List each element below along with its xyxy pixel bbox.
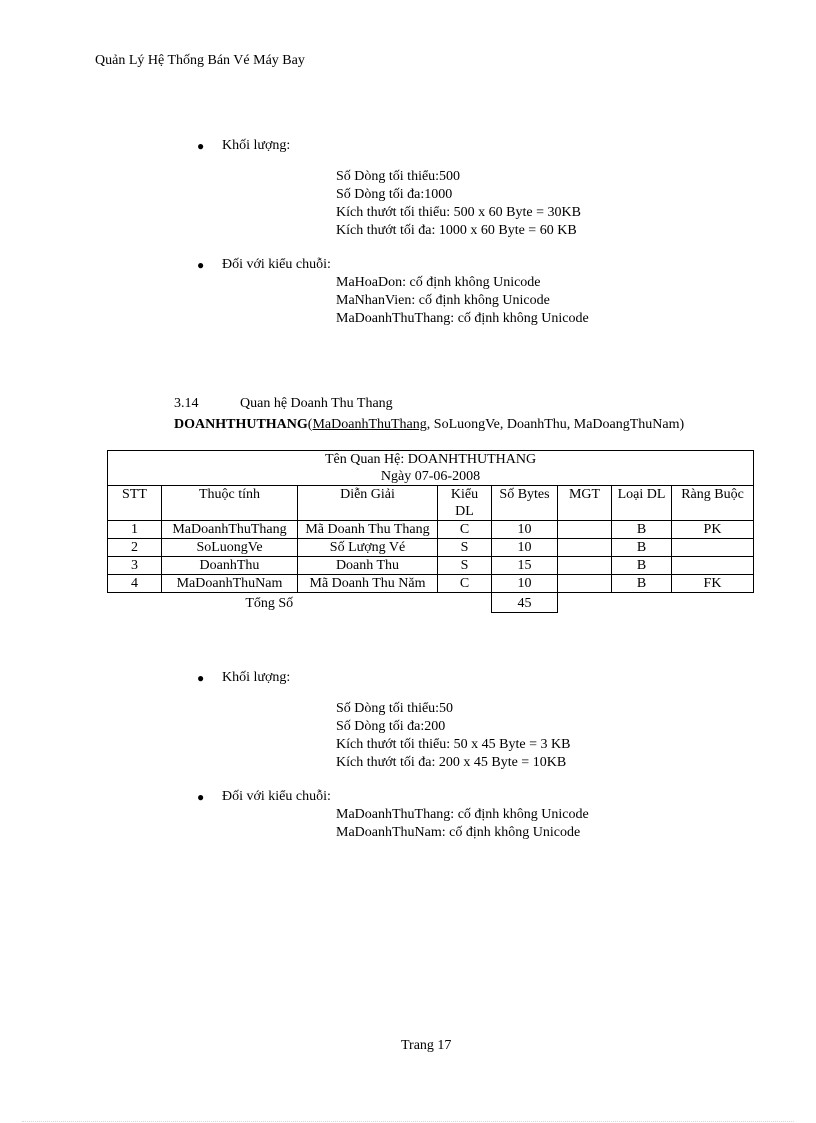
table-total-row	[108, 593, 754, 613]
table-title-row	[108, 451, 754, 486]
total-label: Tổng Số	[245, 596, 294, 611]
table-cell: Mã Doanh Thu Thang	[298, 521, 438, 539]
table-cell: 10	[492, 521, 558, 539]
total-label-cell	[108, 593, 492, 613]
table-cell	[558, 575, 612, 593]
table-cell: 10	[492, 539, 558, 557]
page-bottom-divider	[22, 1121, 794, 1122]
relation-schema	[174, 416, 684, 434]
volume-line: Kích thướt tối đa: 200 x 45 Byte = 10KB	[336, 755, 567, 770]
table-row	[108, 557, 754, 575]
volume-label: Khối lượng:	[222, 138, 291, 153]
header-cell: Số Bytes	[492, 486, 558, 521]
schema-open-paren: (	[307, 417, 313, 432]
table-cell: 2	[108, 539, 162, 557]
table-cell	[558, 521, 612, 539]
section-heading: Quan hệ Doanh Thu Thang	[240, 396, 393, 411]
bullet-icon: ●	[197, 790, 205, 804]
table-cell: S	[438, 557, 492, 575]
bullet-icon: ●	[197, 258, 205, 272]
table-cell	[558, 557, 612, 575]
table-header-row	[108, 486, 754, 521]
header-cell: MGT	[558, 486, 612, 521]
schema-other-attributes: , SoLuongVe, DoanhThu, MaDoangThuNam)	[426, 417, 685, 432]
volume-line: Kích thướt tối thiểu: 500 x 60 Byte = 30KB	[336, 205, 581, 220]
string-type-label: Đối với kiểu chuỗi:	[222, 789, 331, 804]
table-date: Ngày 07-06-2008	[380, 469, 481, 484]
total-value-cell: 45	[492, 593, 558, 613]
table-row	[108, 521, 754, 539]
table-cell: S	[438, 539, 492, 557]
header-cell: Ràng Buộc	[672, 486, 754, 521]
table-cell: DoanhThu	[162, 557, 298, 575]
table-cell: Mã Doanh Thu Năm	[298, 575, 438, 593]
volume-line: Số Dòng tối đa:1000	[336, 187, 453, 202]
string-type-line: MaHoaDon: cố định không Unicode	[336, 275, 541, 290]
table-cell: B	[612, 539, 672, 557]
table-cell: 1	[108, 521, 162, 539]
table-cell: Số Lượng Vé	[298, 539, 438, 557]
volume-line: Số Dòng tối đa:200	[336, 719, 446, 734]
volume-line: Số Dòng tối thiểu:50	[336, 701, 454, 716]
header-cell: Thuộc tính	[162, 486, 298, 521]
bullet-icon: ●	[197, 671, 205, 685]
table-title-cell	[108, 451, 754, 486]
table-cell	[672, 557, 754, 575]
table-cell: Doanh Thu	[298, 557, 438, 575]
table-cell: 3	[108, 557, 162, 575]
header-cell: Loại DL	[612, 486, 672, 521]
table-cell: 15	[492, 557, 558, 575]
relation-name: DOANHTHUTHANG	[174, 417, 308, 432]
table-cell: 4	[108, 575, 162, 593]
page-number: Trang 17	[401, 1038, 452, 1053]
string-type-line: MaDoanhThuNam: cố định không Unicode	[336, 825, 581, 840]
table-cell: C	[438, 575, 492, 593]
volume-line: Số Dòng tối thiểu:500	[336, 169, 461, 184]
string-type-label: Đối với kiểu chuỗi:	[222, 257, 331, 272]
string-type-line: MaDoanhThuThang: cố định không Unicode	[336, 311, 589, 326]
primary-key-attribute: MaDoanhThuThang	[312, 417, 427, 432]
relation-table	[107, 450, 754, 613]
table-cell: 10	[492, 575, 558, 593]
table-cell: C	[438, 521, 492, 539]
table-cell: MaDoanhThuNam	[162, 575, 298, 593]
table-cell: B	[612, 557, 672, 575]
page-header-title: Quản Lý Hệ Thống Bán Vé Máy Bay	[95, 53, 305, 68]
string-type-line: MaDoanhThuThang: cố định không Unicode	[336, 807, 589, 822]
table-cell: PK	[672, 521, 754, 539]
table-cell: MaDoanhThuThang	[162, 521, 298, 539]
total-blank-cell	[558, 593, 754, 613]
volume-line: Kích thướt tối đa: 1000 x 60 Byte = 60 KB	[336, 223, 577, 238]
volume-line: Kích thướt tối thiểu: 50 x 45 Byte = 3 KB	[336, 737, 571, 752]
table-cell: B	[612, 575, 672, 593]
table-row	[108, 539, 754, 557]
bullet-icon: ●	[197, 139, 205, 153]
header-cell: STT	[108, 486, 162, 521]
table-cell	[558, 539, 612, 557]
section-number: 3.14	[174, 396, 199, 411]
table-cell: B	[612, 521, 672, 539]
table-cell: SoLuongVe	[162, 539, 298, 557]
header-cell: Diễn Giải	[298, 486, 438, 521]
table-cell: FK	[672, 575, 754, 593]
table-cell	[672, 539, 754, 557]
table-relation-name: Tên Quan Hệ: DOANHTHUTHANG	[324, 452, 537, 467]
header-cell: Kiểu DL	[438, 486, 492, 521]
volume-label: Khối lượng:	[222, 670, 291, 685]
string-type-line: MaNhanVien: cố định không Unicode	[336, 293, 550, 308]
table-row	[108, 575, 754, 593]
